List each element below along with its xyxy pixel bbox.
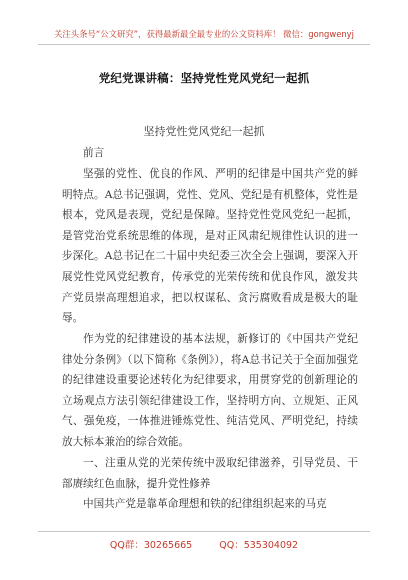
header-banner: 关注头条号“公文研究”，获得最新最全最专业的公文资料库！ 微信：gongwenyj: [54, 29, 354, 39]
footer-qq-group: QQ群：30265665: [109, 540, 193, 551]
document-main-title: 党纪党课讲稿：坚持党性党风党纪一起抓: [98, 71, 310, 85]
footer-qq: QQ：535304092: [219, 540, 299, 551]
document-sub-title: 坚持党性党风党纪一起抓: [143, 125, 265, 138]
preface-label: 前言: [83, 147, 105, 159]
footer-divider: [38, 531, 370, 532]
paragraph-1: 坚强的党性、优良的作风、严明的纪律是中国共产党的鲜明特点。A总书记强调，党性、党风、党纪是有机整体，党性是根本，党风是表现，党纪是保障。坚持党性党风党纪一起抓，是管党治党系统思维的体现，是对正风肃纪规律性认识的进一步深化。A总书记在二十届中央纪委三次全会上强调，要深入开展党性党风党纪教育，传承党的光荣传统和优良作风，激发共产党员崇高理想追求，把以权谋私、贪污腐败看成是极大的耻辱。: [62, 168, 358, 325]
section-heading-1: 一、注重从党的光荣传统中汲取纪律滋养，引导党员、干部赓续红色血脉，提升党性修养: [62, 457, 358, 490]
paragraph-2: 作为党的纪律建设的基本法规，新修订的《中国共产党纪律处分条例》（以下简称《条例》），将A总书记关于全面加强党的纪律建设重要论述转化为纪律要求，用贯穿党的创新理论的立场观点方法引领纪律建设工作，坚持明方向、立规矩、正风气、强免疫，一体推进锤炼党性、纯洁党风、严明党纪，持续放大标本兼治的综合效能。: [62, 333, 358, 448]
header-divider: [38, 44, 370, 45]
footer-contact: [0, 537, 408, 551]
paragraph-3: 中国共产党是靠革命理想和铁的纪律组织起来的马克: [83, 498, 327, 510]
